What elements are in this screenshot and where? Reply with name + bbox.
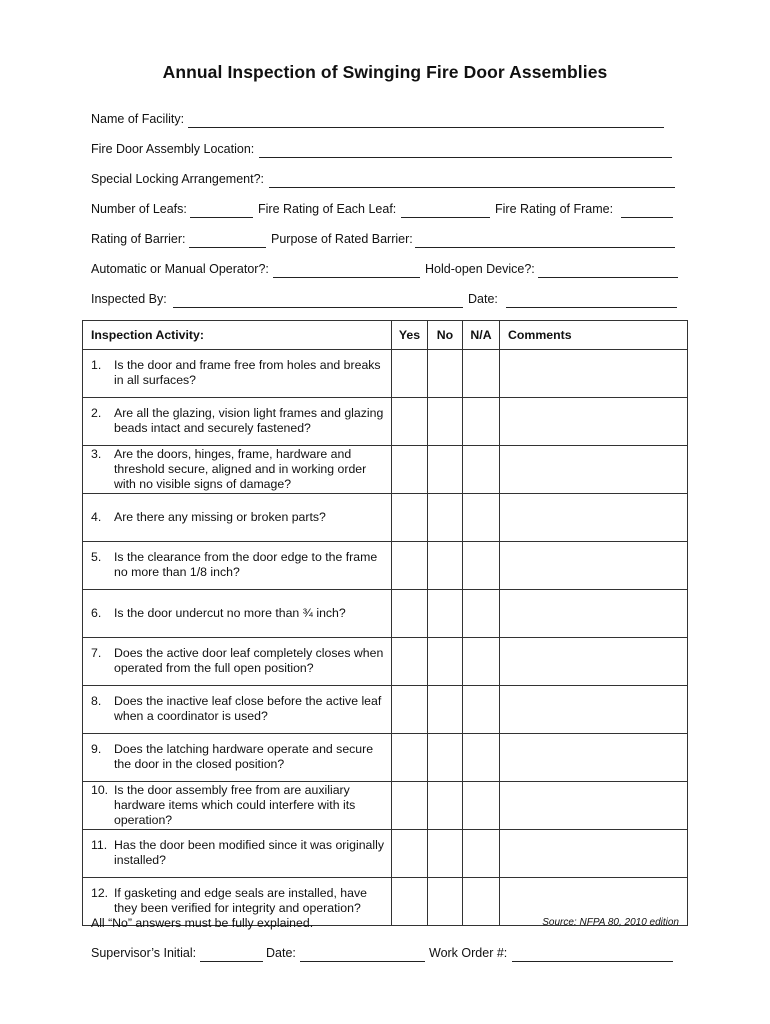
question-number: 7.	[91, 646, 102, 660]
no-cell[interactable]	[428, 446, 463, 494]
no-answers-note: All “No” answers must be fully explained.	[91, 916, 314, 930]
no-cell[interactable]	[428, 734, 463, 782]
question-text: Are all the glazing, vision light frames and glazing beads intact and securely fastened?	[114, 406, 384, 435]
barrier-rating-field[interactable]	[189, 247, 266, 248]
yes-cell[interactable]	[392, 830, 428, 878]
question-number: 4.	[91, 510, 102, 524]
comments-cell[interactable]	[500, 782, 688, 830]
inspection-table	[82, 320, 688, 926]
location-row	[91, 142, 676, 160]
na-cell[interactable]	[463, 350, 500, 398]
na-cell[interactable]	[463, 734, 500, 782]
comments-cell[interactable]	[500, 542, 688, 590]
comments-cell[interactable]	[500, 590, 688, 638]
table-row	[83, 782, 688, 830]
no-cell[interactable]	[428, 686, 463, 734]
question-text: Is the door assembly free from are auxiliary hardware items which could interfere with its operation?	[114, 783, 356, 827]
work-order-field[interactable]	[512, 961, 673, 962]
supervisor-date-field[interactable]	[300, 961, 425, 962]
table-row	[83, 686, 688, 734]
question-number: 3.	[91, 447, 102, 461]
date-field[interactable]	[506, 307, 677, 308]
question-text: If gasketing and edge seals are installed, have they been verified for integrity and operation?	[114, 886, 367, 915]
table-row	[83, 494, 688, 542]
question-number: 5.	[91, 550, 102, 564]
question-text: Has the door been modified since it was originally installed?	[114, 838, 384, 867]
no-cell[interactable]	[428, 638, 463, 686]
date-label: Date:	[468, 292, 498, 306]
question-number: 1.	[91, 358, 102, 372]
no-cell[interactable]	[428, 782, 463, 830]
question-text: Is the door undercut no more than ¾ inch?	[114, 606, 346, 620]
table-row	[83, 830, 688, 878]
na-cell[interactable]	[463, 542, 500, 590]
no-cell[interactable]	[428, 878, 463, 926]
question-number: 12.	[91, 886, 109, 900]
question-text: Does the inactive leaf close before the active leaf when a coordinator is used?	[114, 694, 382, 723]
locking-field[interactable]	[269, 187, 675, 188]
question-number: 2.	[91, 406, 102, 420]
no-cell[interactable]	[428, 494, 463, 542]
barrier-purpose-field[interactable]	[415, 247, 675, 248]
comments-cell[interactable]	[500, 734, 688, 782]
table-row	[83, 350, 688, 398]
hold-open-field[interactable]	[538, 277, 678, 278]
yes-cell[interactable]	[392, 734, 428, 782]
question-number: 11.	[91, 838, 108, 852]
yes-cell[interactable]	[392, 782, 428, 830]
location-label: Fire Door Assembly Location:	[91, 142, 255, 156]
inspection-question	[83, 446, 392, 494]
comments-cell[interactable]	[500, 494, 688, 542]
supervisor-initial-field[interactable]	[200, 961, 263, 962]
na-cell[interactable]	[463, 686, 500, 734]
comments-cell[interactable]	[500, 830, 688, 878]
table-row	[83, 734, 688, 782]
supervisor-row	[91, 946, 691, 964]
table-row	[83, 590, 688, 638]
hold-open-label: Hold-open Device?:	[425, 262, 535, 276]
no-header: No	[428, 321, 463, 350]
question-text: Is the clearance from the door edge to the frame no more than 1/8 inch?	[114, 550, 378, 579]
inspection-question	[83, 398, 392, 446]
inspection-question	[83, 734, 392, 782]
yes-cell[interactable]	[392, 494, 428, 542]
no-cell[interactable]	[428, 398, 463, 446]
yes-cell[interactable]	[392, 446, 428, 494]
na-cell[interactable]	[463, 782, 500, 830]
comments-cell[interactable]	[500, 638, 688, 686]
yes-cell[interactable]	[392, 638, 428, 686]
inspection-question	[83, 494, 392, 542]
operator-label: Automatic or Manual Operator?:	[91, 262, 269, 276]
table-row	[83, 638, 688, 686]
supervisor-date-label: Date:	[266, 946, 296, 960]
na-cell[interactable]	[463, 830, 500, 878]
barrier-row	[91, 232, 676, 250]
comments-cell[interactable]	[500, 350, 688, 398]
question-text: Does the latching hardware operate and secure the door in the closed position?	[114, 742, 374, 771]
frame-rating-field[interactable]	[621, 217, 673, 218]
barrier-rating-label: Rating of Barrier:	[91, 232, 186, 246]
na-cell[interactable]	[463, 494, 500, 542]
inspection-question	[83, 686, 392, 734]
inspection-question	[83, 782, 392, 830]
table-row	[83, 542, 688, 590]
question-text: Does the active door leaf completely closes when operated from the full open position?	[114, 646, 384, 675]
source-citation: Source: NFPA 80, 2010 edition	[542, 917, 679, 928]
facility-label: Name of Facility:	[91, 112, 185, 126]
question-text: Is the door and frame free from holes and breaks in all surfaces?	[114, 358, 381, 387]
inspected-by-label: Inspected By:	[91, 292, 167, 306]
barrier-purpose-label: Purpose of Rated Barrier:	[271, 232, 413, 246]
leafs-row	[91, 202, 676, 220]
question-number: 8.	[91, 694, 102, 708]
leaf-rating-label: Fire Rating of Each Leaf:	[258, 202, 397, 216]
question-text: Are there any missing or broken parts?	[114, 510, 326, 524]
comments-header: Comments	[500, 321, 688, 350]
comments-cell[interactable]	[500, 686, 688, 734]
na-cell[interactable]	[463, 590, 500, 638]
comments-cell[interactable]	[500, 446, 688, 494]
locking-label: Special Locking Arrangement?:	[91, 172, 265, 186]
no-cell[interactable]	[428, 350, 463, 398]
inspection-activity-header: Inspection Activity:	[83, 321, 392, 350]
na-cell[interactable]	[463, 878, 500, 926]
inspection-question	[83, 638, 392, 686]
leaf-rating-field[interactable]	[401, 217, 490, 218]
na-header: N/A	[463, 321, 500, 350]
facility-field[interactable]	[188, 127, 664, 128]
location-field[interactable]	[259, 157, 672, 158]
table-row	[83, 446, 688, 494]
yes-cell[interactable]	[392, 398, 428, 446]
yes-cell[interactable]	[392, 878, 428, 926]
comments-cell[interactable]	[500, 398, 688, 446]
na-cell[interactable]	[463, 446, 500, 494]
inspection-question	[83, 590, 392, 638]
operator-field[interactable]	[273, 277, 420, 278]
facility-row	[91, 112, 671, 130]
question-number: 9.	[91, 742, 102, 756]
yes-cell[interactable]	[392, 686, 428, 734]
supervisor-initial-label: Supervisor’s Initial:	[91, 946, 197, 960]
na-cell[interactable]	[463, 398, 500, 446]
yes-cell[interactable]	[392, 542, 428, 590]
leafs-label: Number of Leafs:	[91, 202, 187, 216]
yes-cell[interactable]	[392, 590, 428, 638]
question-number: 10.	[91, 783, 109, 797]
inspection-question	[83, 542, 392, 590]
inspection-question	[83, 350, 392, 398]
question-text: Are the doors, hinges, frame, hardware and threshold secure, aligned and in working order with no visible signs of damage?	[114, 447, 367, 491]
inspected-by-field[interactable]	[173, 307, 463, 308]
frame-rating-label: Fire Rating of Frame:	[495, 202, 614, 216]
leafs-field[interactable]	[190, 217, 253, 218]
table-header-row	[83, 321, 688, 350]
na-cell[interactable]	[463, 638, 500, 686]
inspection-question	[83, 830, 392, 878]
table-row	[83, 398, 688, 446]
no-cell[interactable]	[428, 542, 463, 590]
inspected-row	[91, 292, 681, 310]
locking-row	[91, 172, 676, 190]
question-number: 6.	[91, 606, 102, 620]
no-cell[interactable]	[428, 590, 463, 638]
work-order-label: Work Order #:	[429, 946, 508, 960]
yes-header: Yes	[392, 321, 428, 350]
no-cell[interactable]	[428, 830, 463, 878]
form-title: Annual Inspection of Swinging Fire Door Assemblies	[162, 62, 608, 82]
yes-cell[interactable]	[392, 350, 428, 398]
operator-row	[91, 262, 681, 280]
